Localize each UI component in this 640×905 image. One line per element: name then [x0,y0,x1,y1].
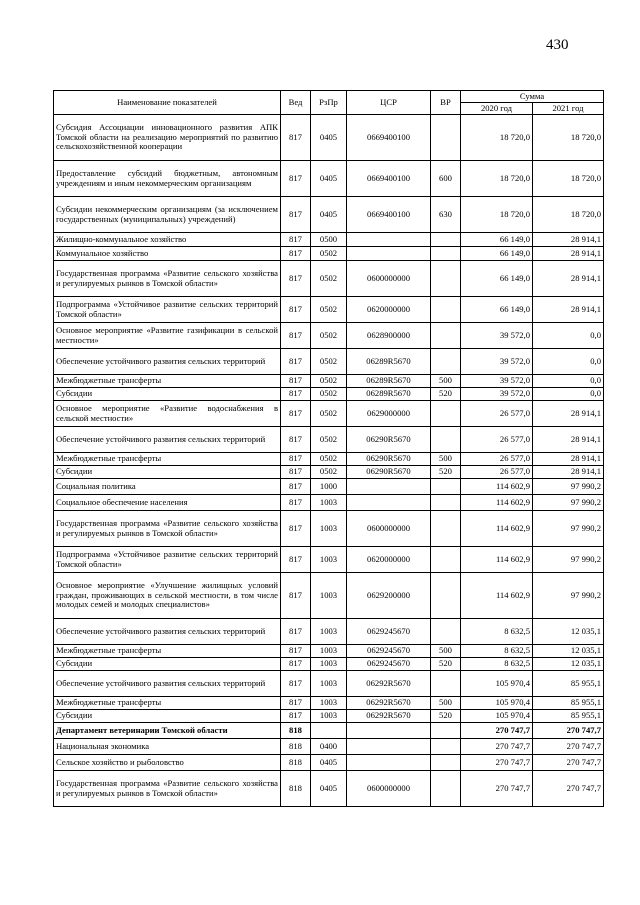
row-sum-2021: 270 747,7 [533,771,604,807]
row-sum-2020: 18 720,0 [461,115,533,161]
row-ved: 817 [281,479,311,495]
row-vr [431,323,461,349]
row-vr [431,297,461,323]
row-ved: 817 [281,323,311,349]
row-name: Предоставление субсидий бюджетным, автономным учреждениям и иным некоммерческим организациям [54,161,281,197]
row-csr: 0629000000 [347,401,431,427]
row-sum-2020: 39 572,0 [461,349,533,375]
row-csr: 0600000000 [347,511,431,547]
table-row [54,323,604,349]
row-sum-2020: 270 747,7 [461,739,533,755]
row-rzpr: 0502 [311,261,347,297]
row-sum-2020: 114 602,9 [461,495,533,511]
row-name: Департамент ветеринарии Томской области [54,723,281,739]
row-sum-2021: 0,0 [533,349,604,375]
row-vr: 500 [431,375,461,388]
row-sum-2021: 85 955,1 [533,671,604,697]
row-vr [431,671,461,697]
row-vr [431,233,461,247]
row-ved: 817 [281,658,311,671]
row-sum-2021: 85 955,1 [533,710,604,723]
row-rzpr [311,723,347,739]
row-sum-2021: 18 720,0 [533,197,604,233]
row-csr: 0669400100 [347,197,431,233]
row-ved: 817 [281,261,311,297]
row-ved: 817 [281,573,311,619]
row-vr [431,261,461,297]
row-ved: 817 [281,710,311,723]
row-sum-2021: 28 914,1 [533,297,604,323]
row-ved: 817 [281,645,311,658]
row-sum-2021: 0,0 [533,375,604,388]
row-sum-2021: 0,0 [533,388,604,401]
row-rzpr: 1003 [311,671,347,697]
header-csr: ЦСР [347,91,431,115]
row-name: Межбюджетные трансферты [54,453,281,466]
row-csr [347,479,431,495]
row-rzpr: 0405 [311,115,347,161]
row-sum-2020: 26 577,0 [461,453,533,466]
row-ved: 817 [281,233,311,247]
table-row [54,479,604,495]
row-name: Государственная программа «Развитие сельского хозяйства и регулируемых рынков в Томской области» [54,261,281,297]
row-csr: 06290R5670 [347,466,431,479]
row-csr: 06289R5670 [347,375,431,388]
table-row [54,401,604,427]
row-sum-2020: 18 720,0 [461,161,533,197]
row-sum-2021: 12 035,1 [533,645,604,658]
row-sum-2020: 105 970,4 [461,710,533,723]
row-sum-2021: 12 035,1 [533,658,604,671]
table-row [54,375,604,388]
row-name: Субсидии [54,388,281,401]
row-vr: 520 [431,710,461,723]
row-vr [431,511,461,547]
row-sum-2021: 97 990,2 [533,573,604,619]
row-csr [347,755,431,771]
table-row [54,115,604,161]
row-csr: 0620000000 [347,547,431,573]
row-sum-2020: 8 632,5 [461,658,533,671]
row-sum-2021: 28 914,1 [533,247,604,261]
row-csr: 0629245670 [347,645,431,658]
row-name: Основное мероприятие «Развитие газификации в сельской местности» [54,323,281,349]
row-name: Субсидия Ассоциации инновационного развития АПК Томской области на реализацию мероприятий по развитию сельскохозяйственной кооперации [54,115,281,161]
row-vr: 520 [431,388,461,401]
row-csr: 06289R5670 [347,349,431,375]
row-csr: 0628900000 [347,323,431,349]
row-ved: 818 [281,771,311,807]
row-vr: 600 [431,161,461,197]
row-sum-2021: 97 990,2 [533,547,604,573]
row-vr [431,401,461,427]
row-name: Обеспечение устойчивого развития сельских территорий [54,427,281,453]
table-row [54,658,604,671]
row-csr: 0629245670 [347,658,431,671]
row-sum-2020: 114 602,9 [461,573,533,619]
row-vr [431,771,461,807]
row-rzpr: 0500 [311,233,347,247]
row-csr: 06292R5670 [347,697,431,710]
row-sum-2021: 97 990,2 [533,495,604,511]
row-csr [347,739,431,755]
row-ved: 817 [281,619,311,645]
table-row [54,547,604,573]
row-vr [431,427,461,453]
row-ved: 817 [281,247,311,261]
row-ved: 817 [281,115,311,161]
row-csr: 0600000000 [347,261,431,297]
row-csr: 0669400100 [347,115,431,161]
row-name: Основное мероприятие «Развитие водоснабжения в сельской местности» [54,401,281,427]
row-csr: 06290R5670 [347,427,431,453]
row-sum-2021: 97 990,2 [533,511,604,547]
row-sum-2020: 39 572,0 [461,375,533,388]
row-sum-2021: 270 747,7 [533,723,604,739]
row-rzpr: 1003 [311,645,347,658]
row-csr: 0600000000 [347,771,431,807]
row-name: Социальное обеспечение населения [54,495,281,511]
row-name: Субсидии [54,466,281,479]
table-row [54,739,604,755]
row-rzpr: 1003 [311,547,347,573]
row-rzpr: 1003 [311,511,347,547]
table-row [54,161,604,197]
row-name: Субсидии некоммерческим организациям (за исключением государственных (муниципальных) учреждений) [54,197,281,233]
row-name: Обеспечение устойчивого развития сельских территорий [54,671,281,697]
row-ved: 817 [281,427,311,453]
row-vr [431,755,461,771]
row-csr: 0669400100 [347,161,431,197]
table-row [54,453,604,466]
row-rzpr: 0502 [311,388,347,401]
header-vr: ВР [431,91,461,115]
row-rzpr: 0502 [311,323,347,349]
row-rzpr: 0502 [311,401,347,427]
row-rzpr: 0405 [311,197,347,233]
row-rzpr: 0400 [311,739,347,755]
row-csr [347,247,431,261]
row-csr: 06292R5670 [347,671,431,697]
row-sum-2021: 270 747,7 [533,755,604,771]
row-sum-2020: 66 149,0 [461,233,533,247]
row-vr [431,547,461,573]
row-sum-2020: 39 572,0 [461,388,533,401]
row-sum-2020: 8 632,5 [461,619,533,645]
row-rzpr: 0502 [311,349,347,375]
row-sum-2020: 66 149,0 [461,297,533,323]
row-rzpr: 0502 [311,375,347,388]
row-sum-2021: 270 747,7 [533,739,604,755]
row-name: Подпрограмма «Устойчивое развитие сельских территорий Томской области» [54,297,281,323]
row-rzpr: 0502 [311,427,347,453]
header-rzpr: РзПр [311,91,347,115]
row-sum-2021: 28 914,1 [533,261,604,297]
row-vr: 500 [431,453,461,466]
row-rzpr: 0502 [311,247,347,261]
header-year-2020: 2020 год [461,103,533,115]
row-sum-2021: 12 035,1 [533,619,604,645]
row-sum-2020: 8 632,5 [461,645,533,658]
row-ved: 817 [281,349,311,375]
table-row [54,723,604,739]
row-csr: 0629245670 [347,619,431,645]
row-name: Социальная политика [54,479,281,495]
row-ved: 817 [281,466,311,479]
table-row [54,261,604,297]
row-csr: 0629200000 [347,573,431,619]
row-sum-2020: 270 747,7 [461,723,533,739]
table-row [54,573,604,619]
table-row [54,671,604,697]
row-name: Государственная программа «Развитие сельского хозяйства и регулируемых рынков в Томской области» [54,771,281,807]
row-name: Государственная программа «Развитие сельского хозяйства и регулируемых рынков в Томской области» [54,511,281,547]
table-row [54,697,604,710]
row-rzpr: 0502 [311,466,347,479]
row-ved: 817 [281,511,311,547]
row-ved: 817 [281,401,311,427]
row-sum-2021: 28 914,1 [533,466,604,479]
header-sum: Сумма [461,91,604,103]
row-sum-2020: 114 602,9 [461,511,533,547]
table-body [54,115,604,807]
row-name: Межбюджетные трансферты [54,645,281,658]
row-vr [431,115,461,161]
row-rzpr: 0502 [311,297,347,323]
row-ved: 817 [281,388,311,401]
row-sum-2021: 18 720,0 [533,115,604,161]
row-rzpr: 1000 [311,479,347,495]
row-name: Коммунальное хозяйство [54,247,281,261]
row-ved: 817 [281,495,311,511]
row-sum-2021: 28 914,1 [533,427,604,453]
row-csr: 06289R5670 [347,388,431,401]
row-ved: 817 [281,697,311,710]
row-sum-2020: 26 577,0 [461,466,533,479]
row-ved: 817 [281,453,311,466]
table-row [54,645,604,658]
row-sum-2020: 105 970,4 [461,671,533,697]
row-name: Межбюджетные трансферты [54,697,281,710]
row-rzpr: 1003 [311,697,347,710]
table-row [54,349,604,375]
row-ved: 817 [281,547,311,573]
row-sum-2020: 26 577,0 [461,427,533,453]
row-rzpr: 1003 [311,573,347,619]
budget-table [53,90,604,807]
row-ved: 817 [281,161,311,197]
row-vr [431,495,461,511]
row-name: Обеспечение устойчивого развития сельских территорий [54,619,281,645]
row-csr: 06292R5670 [347,710,431,723]
row-ved: 817 [281,197,311,233]
table-row [54,495,604,511]
row-sum-2020: 270 747,7 [461,755,533,771]
row-name: Субсидии [54,658,281,671]
table-row [54,771,604,807]
row-vr [431,739,461,755]
row-sum-2020: 105 970,4 [461,697,533,710]
row-csr: 0620000000 [347,297,431,323]
row-csr [347,233,431,247]
row-sum-2021: 28 914,1 [533,233,604,247]
row-sum-2020: 39 572,0 [461,323,533,349]
row-csr [347,723,431,739]
table-row [54,233,604,247]
row-csr [347,495,431,511]
row-rzpr: 0405 [311,755,347,771]
row-sum-2021: 28 914,1 [533,453,604,466]
row-vr [431,619,461,645]
row-vr [431,247,461,261]
table-row [54,247,604,261]
row-rzpr: 1003 [311,658,347,671]
row-name: Национальная экономика [54,739,281,755]
row-sum-2021: 0,0 [533,323,604,349]
row-sum-2020: 18 720,0 [461,197,533,233]
row-vr: 500 [431,697,461,710]
row-rzpr: 1003 [311,710,347,723]
row-name: Субсидии [54,710,281,723]
row-ved: 817 [281,375,311,388]
row-sum-2021: 28 914,1 [533,401,604,427]
table-row [54,619,604,645]
header-year-2021: 2021 год [533,103,604,115]
row-ved: 818 [281,755,311,771]
row-ved: 818 [281,739,311,755]
row-rzpr: 0405 [311,771,347,807]
row-ved: 817 [281,297,311,323]
table-row [54,427,604,453]
table-row [54,197,604,233]
row-vr [431,723,461,739]
row-name: Сельское хозяйство и рыболовство [54,755,281,771]
row-sum-2020: 270 747,7 [461,771,533,807]
row-name: Жилищно-коммунальное хозяйство [54,233,281,247]
row-sum-2020: 114 602,9 [461,479,533,495]
row-sum-2020: 66 149,0 [461,261,533,297]
table-row [54,710,604,723]
row-sum-2021: 85 955,1 [533,697,604,710]
row-vr: 520 [431,658,461,671]
row-vr [431,479,461,495]
row-vr: 500 [431,645,461,658]
row-sum-2020: 66 149,0 [461,247,533,261]
row-rzpr: 0405 [311,161,347,197]
row-csr: 06290R5670 [347,453,431,466]
page-number: 430 [546,37,569,53]
table-row [54,511,604,547]
row-sum-2020: 114 602,9 [461,547,533,573]
row-vr [431,349,461,375]
row-ved: 817 [281,671,311,697]
row-rzpr: 1003 [311,619,347,645]
row-vr [431,573,461,619]
table-row [54,388,604,401]
row-name: Обеспечение устойчивого развития сельских территорий [54,349,281,375]
header-ved: Вед [281,91,311,115]
table-row [54,297,604,323]
table-row [54,755,604,771]
row-vr: 630 [431,197,461,233]
row-rzpr: 0502 [311,453,347,466]
row-name: Межбюджетные трансферты [54,375,281,388]
row-vr: 520 [431,466,461,479]
row-rzpr: 1003 [311,495,347,511]
row-sum-2020: 26 577,0 [461,401,533,427]
table-row [54,466,604,479]
row-ved: 818 [281,723,311,739]
row-sum-2021: 97 990,2 [533,479,604,495]
row-name: Подпрограмма «Устойчивое развитие сельских территорий Томской области» [54,547,281,573]
header-name: Наименование показателей [54,91,281,115]
row-sum-2021: 18 720,0 [533,161,604,197]
row-name: Основное мероприятие «Улучшение жилищных условий граждан, проживающих в сельской местности, в том числе молодых семей и молодых специалистов» [54,573,281,619]
